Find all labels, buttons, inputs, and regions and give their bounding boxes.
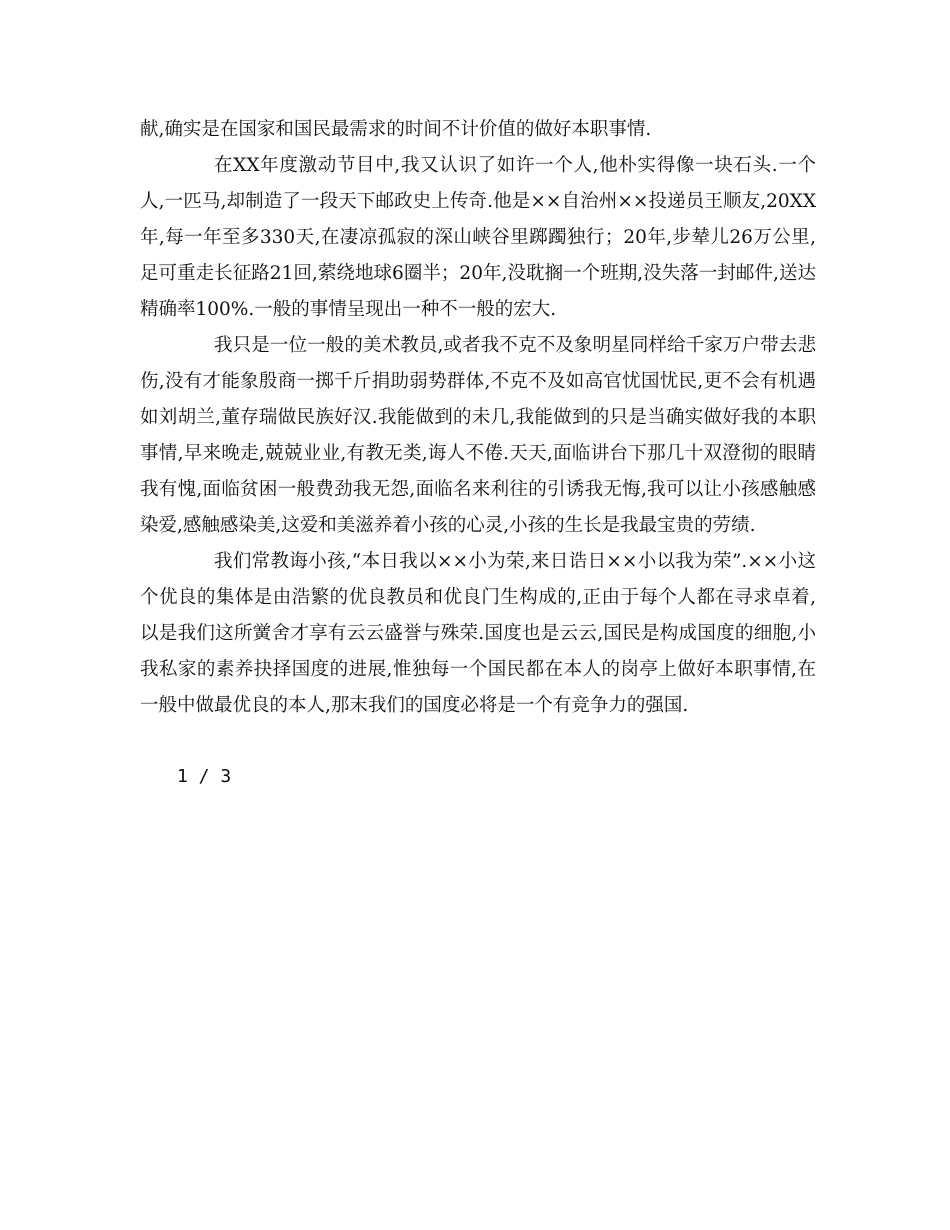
paragraph-1: 献,确实是在国家和国民最需求的时间不计价值的做好本职事情. [140, 119, 652, 140]
paragraph-4: 我们常教诲小孩,“本日我以××小为荣,来日诰日××小以我为荣”.××小这个优良的集体是由浩繁的优良教员和优良门生构成的,正由于每个人都在寻求卓着,以是我们这所黉舍才享有云云盛誉与殊荣.国度也是云云,国民是构成国度的细胞,小我私家的素养抉择国度的进展,惟独每一个国民都在本人的岗亭上做好本职事情,在一般中做最优良的本人,那末我们的国度必将是一个有竞争力的强国. [140, 551, 816, 716]
paragraph-2: 在XX年度激动节目中,我又认识了如许一个人,他朴实得像一块石头.一个人,一匹马,却制造了一段天下邮政史上传奇.他是××自治州××投递员王顺友,20XX年,每一年至多330天,在凄凉孤寂的深山峡谷里踯躅独行；20年,步辇儿26万公里,足可重走长征路21回,萦绕地球6圈半；20年,没耽搁一个班期,没失落一封邮件,送达精确率100%.一般的事情呈现出一种不一般的宏大. [140, 155, 816, 320]
paragraph-3: 我只是一位一般的美术教员,或者我不克不及象明星同样给千家万户带去悲伤,没有才能象殷商一掷千斤捐助弱势群体,不克不及如高官忧国忧民,更不会有机遇如刘胡兰,董存瑞做民族好汉.我能做到的未几,我能做到的只是当确实做好我的本职事情,早来晚走,兢兢业业,有教无类,诲人不倦.天天,面临讲台下那几十双澄彻的眼睛我有愧,面临贫困一般费劲我无怨,面临名来利往的引诱我无悔,我可以让小孩感触感染爱,感触感染美,这爱和美滋养着小孩的心灵,小孩的生长是我最宝贵的劳绩. [140, 335, 816, 536]
document-body [140, 112, 816, 724]
page-number: 1 / 3 [177, 766, 232, 787]
